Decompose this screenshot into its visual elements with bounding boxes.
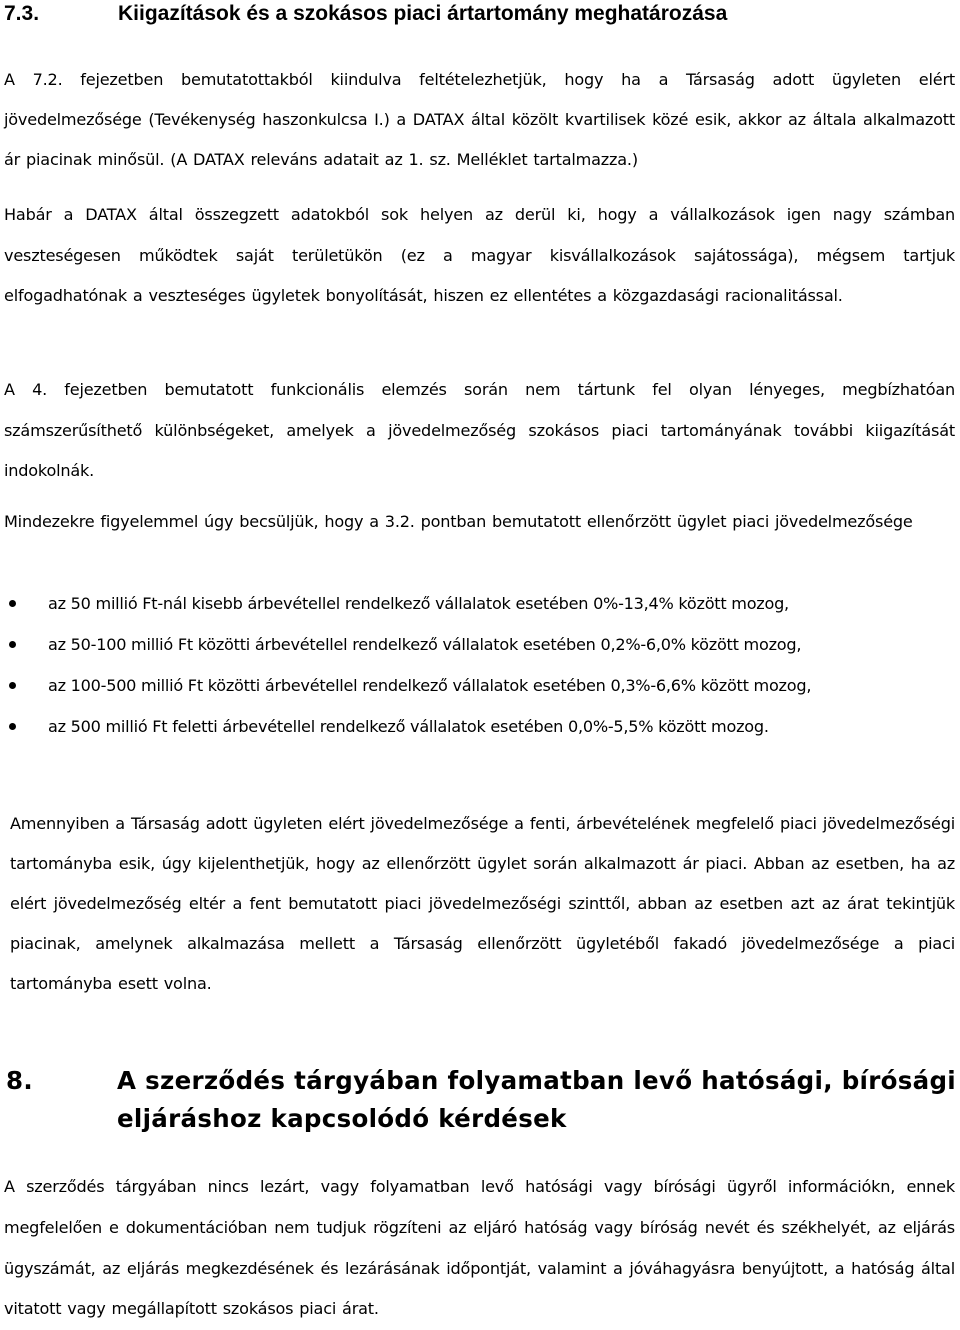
list-item [4, 665, 955, 706]
list-item [4, 706, 955, 747]
profitability-range-list [4, 583, 955, 747]
paragraph-conclusion: Amennyiben a Társaság adott ügyleten elért jövedelmezősége a fenti, árbevételének megfelelő piaci jövedelmezőségi tartományba esik, úgy kijelenthetjük, hogy az ellenőrzött ügylet során alkalmazott ár piaci. Abban az esetben, ha az elért jövedelmezőség eltér a fent bemutatott piaci jövedelmezőségi szinttől, abban az esetben azt az árat tekintjük piacinak, amelynek alkalmazása mellett a Társaság ellenőrzött ügyletéből fakadó jövedelmezősége a piaci tartományba esett volna. [10, 814, 955, 993]
bullet-icon [9, 682, 16, 689]
list-item-text: az 50-100 millió Ft közötti árbevétellel rendelkező vállalatok esetében 0,2%-6,0% között mozog, [48, 635, 802, 654]
list-item-text: az 500 millió Ft feletti árbevétellel rendelkező vállalatok esetében 0,0%-5,5% között mozog. [48, 717, 769, 736]
list-item-text: az 50 millió Ft-nál kisebb árbevétellel rendelkező vállalatok esetében 0%-13,4% között mozog, [48, 594, 789, 613]
section-8-number: 8. [6, 1066, 33, 1095]
paragraph-functional-analysis: A 4. fejezetben bemutatott funkcionális elemzés során nem tártunk fel olyan lényeges, megbízhatóan számszerűsíthető különbségeket, amelyek a jövedelmezőség szokásos piaci tartományának további kiigazítását indokolnák. [4, 380, 955, 481]
paragraph-proceedings: A szerződés tárgyában nincs lezárt, vagy folyamatban levő hatósági vagy bírósági ügyről információkn, ennek megfelelően e dokumentációban nem tudjuk rögzíteni az eljáró hatóság vagy bíróság nevét és székhelyét, az eljárás ügyszámát, az eljárás megkezdésének és lezárásának időpontját, valamint a jóváhagyásra benyújtott, a hatóság által vitatott vagy megállapított szokásos piaci árat. [4, 1177, 955, 1319]
section-7-3-number: 7.3. [4, 2, 40, 25]
paragraph-loss-making: Habár a DATAX által összegzett adatokból sok helyen az derül ki, hogy a vállalkozások igen nagy számban veszteségesen működtek saját területükön (ez a magyar kisvállalkozások sajátossága), mégsem tartjuk elfogadhatónak a veszteséges ügyletek bonyolítását, hiszen ez ellentétes a közgazdasági racionalitással. [4, 205, 955, 306]
section-8-heading [6, 1062, 956, 1138]
section-7-3-title: Kiigazítások és a szokásos piaci ártartomány meghatározása [118, 2, 728, 25]
section-8-title [117, 1062, 956, 1138]
list-item-text: az 100-500 millió Ft közötti árbevétellel rendelkező vállalatok esetében 0,3%-6,6% között mozog, [48, 676, 812, 695]
list-item [4, 583, 955, 624]
bullet-icon [9, 723, 16, 730]
section-8-title-line2: eljáráshoz kapcsolódó kérdések [117, 1104, 567, 1133]
list-item [4, 624, 955, 665]
section-7-3-heading [4, 0, 727, 28]
paragraph-datax-quartiles: A 7.2. fejezetben bemutatottakból kiindulva feltételezhetjük, hogy ha a Társaság adott ügyleten elért jövedelmezősége (Tevékenység haszonkulcsa I.) a DATAX által közölt kvartilisek közé esik, akkor az általa alkalmazott ár piacinak minősül. (A DATAX releváns adatait az 1. sz. Melléklet tartalmazza.) [4, 70, 955, 170]
section-8-title-line1: A szerződés tárgyában folyamatban levő hatósági, bírósági [117, 1066, 956, 1095]
paragraph-estimate-intro: Mindezekre figyelemmel úgy becsüljük, hogy a 3.2. pontban bemutatott ellenőrzött ügylet piaci jövedelmezősége [4, 512, 913, 531]
bullet-icon [9, 600, 16, 607]
bullet-icon [9, 641, 16, 648]
